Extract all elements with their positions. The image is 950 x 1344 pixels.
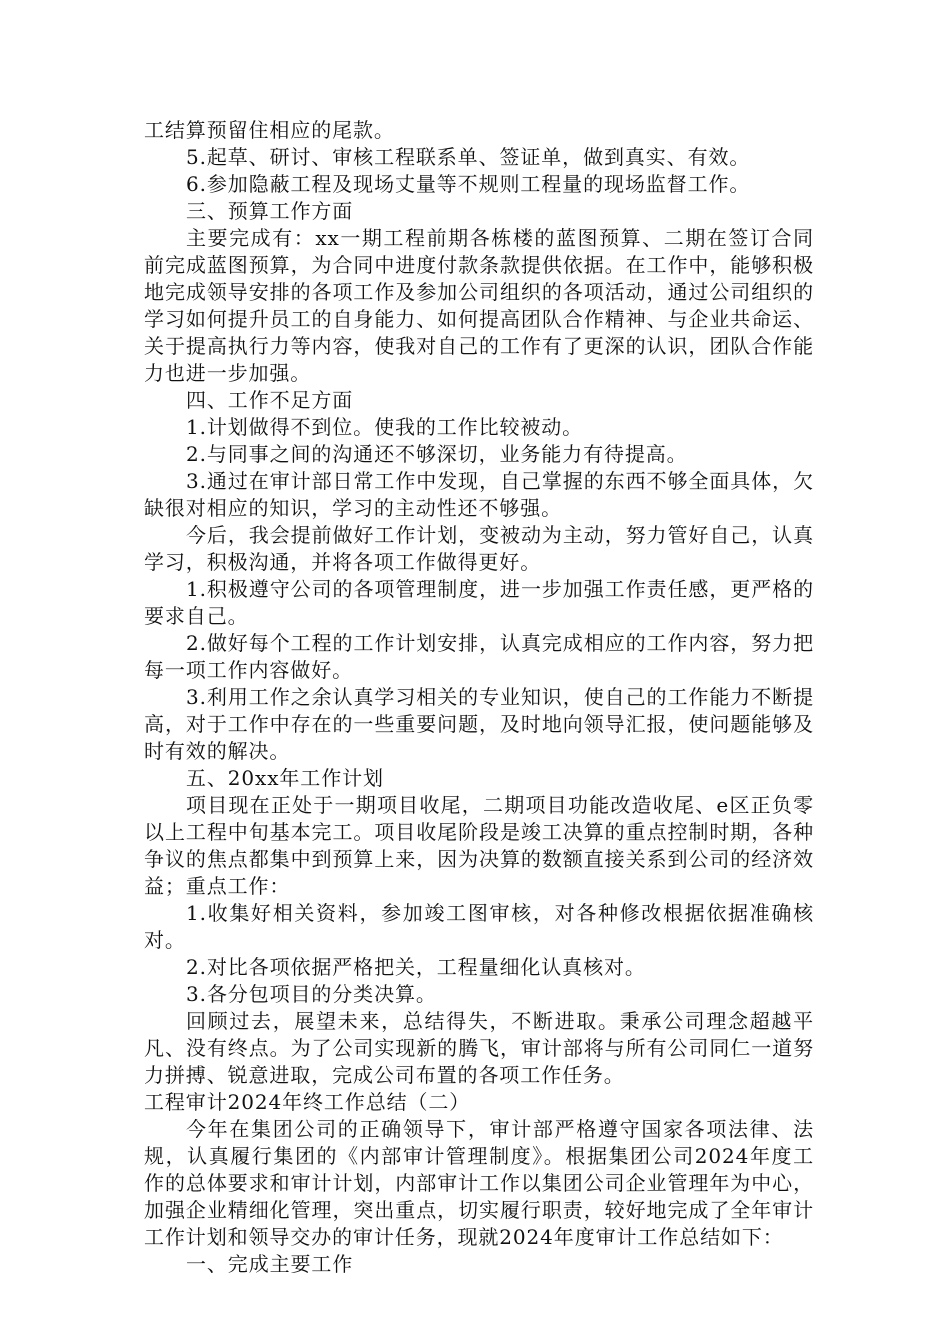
section-heading: 一、完成主要工作 [186,1252,354,1276]
body-paragraph: 项目现在正处于一期项目收尾，二期项目功能改造收尾、e区正负零以上工程中旬基本完工。项目收尾阶段是竣工决算的重点控制时期，各种争议的焦点都集中到预算上来，因为决算的数额直接关系到公司的经济效益；重点工作： [144,793,814,898]
section-heading: 三、预算工作方面 [186,199,354,223]
body-paragraph: 今后，我会提前做好工作计划，变被动为主动，努力管好自己，认真学习，积极沟通，并将各项工作做得更好。 [144,523,814,574]
list-item: 1.收集好相关资料，参加竣工图审核，对各种修改根据依据准确核对。 [144,901,814,952]
list-item: 1.计划做得不到位。使我的工作比较被动。 [186,415,584,439]
section-heading: 四、工作不足方面 [186,388,354,412]
paragraph-continuation: 工结算预留住相应的尾款。 [144,118,395,142]
list-item: 3.利用工作之余认真学习相关的专业知识，使自己的工作能力不断提高，对于工作中存在的一些重要问题，及时地向领导汇报，使问题能够及时有效的解决。 [144,685,814,763]
body-paragraph: 主要完成有：xx一期工程前期各栋楼的蓝图预算、二期在签订合同前完成蓝图预算，为合同中进度付款条款提供依据。在工作中，能够积极地完成领导安排的各项工作及参加公司组织的各项活动，通过公司组织的学习如何提升员工的自身能力、如何提高团队合作精神、与企业共命运、关于提高执行力等内容，使我对自己的工作有了更深的认识，团队合作能力也进一步加强。 [144,226,814,385]
section-heading: 五、20xx年工作计划 [186,766,384,790]
document-title: 工程审计2024年终工作总结（二） [144,1090,471,1114]
list-item: 2.对比各项依据严格把关，工程量细化认真核对。 [186,955,646,979]
body-paragraph: 今年在集团公司的正确领导下，审计部严格遵守国家各项法律、法规，认真履行集团的《内部审计管理制度》。根据集团公司2024年度工作的总体要求和审计计划，内部审计工作以集团公司企业管理年为中心，加强企业精细化管理，突出重点，切实履行职责，较好地完成了全年审计工作计划和领导交办的审计任务，现就2024年度审计工作总结如下： [144,1117,814,1249]
list-item: 3.通过在审计部日常工作中发现，自己掌握的东西不够全面具体，欠缺很对相应的知识，学习的主动性还不够强。 [144,469,814,520]
body-paragraph: 回顾过去，展望未来，总结得失，不断进取。秉承公司理念超越平凡、没有终点。为了公司实现新的腾飞，审计部将与所有公司同仁一道努力拼搏、锐意进取，完成公司布置的各项工作任务。 [144,1009,814,1087]
list-item: 1.积极遵守公司的各项管理制度，进一步加强工作责任感，更严格的要求自己。 [144,577,814,628]
list-item: 3.各分包项目的分类决算。 [186,982,437,1006]
document-body [144,117,814,1278]
list-item: 2.与同事之间的沟通还不够深切，业务能力有待提高。 [186,442,688,466]
list-item: 2.做好每个工程的工作计划安排，认真完成相应的工作内容，努力把每一项工作内容做好。 [144,631,814,682]
list-item: 5.起草、研讨、审核工程联系单、签证单，做到真实、有效。 [186,145,751,169]
list-item: 6.参加隐蔽工程及现场丈量等不规则工程量的现场监督工作。 [186,172,751,196]
